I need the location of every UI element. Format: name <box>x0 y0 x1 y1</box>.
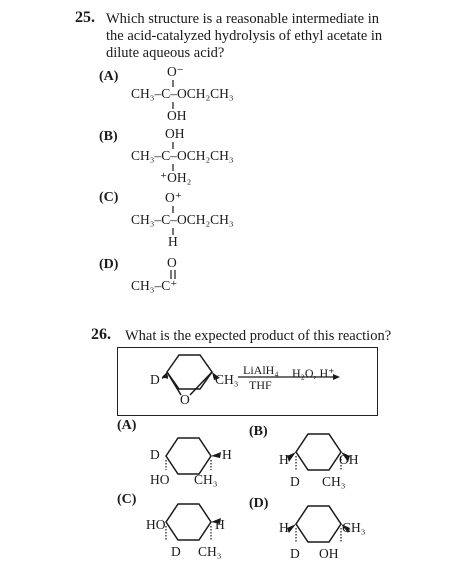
q25-b-bottom: ⁺OH₂ <box>160 170 192 185</box>
q26-a-bottom-right: CH₃ <box>194 472 218 487</box>
q26-b-bottom-right: CH₃ <box>322 474 346 489</box>
q26-text: What is the expected product of this reaction? <box>125 328 392 344</box>
q25-option-c-label[interactable]: (C) <box>99 190 119 205</box>
q25-c-top: O⁺ <box>165 190 182 205</box>
q25-option-a-label[interactable]: (A) <box>99 69 119 84</box>
q25-b-top: OH <box>165 126 185 141</box>
q25-d-top: O <box>167 255 177 270</box>
q25-option-d-label[interactable]: (D) <box>99 257 119 272</box>
q26-a-bottom-left: HO <box>150 472 170 487</box>
q26-d-bottom-right: OH <box>319 546 339 561</box>
reaction-solvent-thf: THF <box>249 378 272 392</box>
q26-option-c-label[interactable]: (C) <box>117 492 137 507</box>
q26-option-d-label[interactable]: (D) <box>249 496 269 511</box>
reaction-reagent-water-acid: H₂O, H⁺ <box>292 366 335 380</box>
q26-d-bottom-left: D <box>290 546 300 561</box>
reaction-substituent-d: D <box>150 372 160 387</box>
q25-c-bottom: H <box>168 234 178 249</box>
q25-c-mid: CH₃–C–OCH₂CH₃ <box>131 212 234 227</box>
q26-option-b-label[interactable]: (B) <box>249 424 268 439</box>
q26-d-top-left: H <box>279 520 289 535</box>
q25-number: 25. <box>75 9 95 26</box>
q26-b-bottom-left: D <box>290 474 300 489</box>
q25-text-line3: dilute aqueous acid? <box>106 45 225 61</box>
reaction-epoxide-oxygen: O <box>180 392 190 407</box>
q25-a-mid: CH₃–C–OCH₂CH₃ <box>131 86 234 101</box>
reaction-reagent-lialh4: LiAlH₄ <box>243 363 279 377</box>
q26-number: 26. <box>91 326 111 343</box>
q26-c-top-right: H <box>215 517 225 532</box>
q26-a-top-left: D <box>150 447 160 462</box>
q26-c-bottom-left: D <box>171 544 181 559</box>
q26-c-top-left: HO <box>146 517 166 532</box>
q25-text-line1: Which structure is a reasonable intermediate in <box>106 11 379 27</box>
q25-text-line2: the acid-catalyzed hydrolysis of ethyl acetate in <box>106 28 383 44</box>
q26-d-top-right: CH₃ <box>342 520 366 535</box>
q25-a-top: O⁻ <box>167 64 184 79</box>
q25-d-mid: CH₃–C⁺ <box>131 278 178 293</box>
reaction-substituent-ch3: CH₃ <box>215 372 239 387</box>
q25-a-bottom: OH <box>167 108 187 123</box>
q25-b-mid: CH₃–C–OCH₂CH₃ <box>131 148 234 163</box>
q26-b-top-left: H <box>279 452 289 467</box>
q25-option-b-label[interactable]: (B) <box>99 129 118 144</box>
q26-b-top-right: OH <box>339 452 359 467</box>
q26-option-a-label[interactable]: (A) <box>117 418 137 433</box>
q26-a-top-right: H <box>222 447 232 462</box>
q26-c-bottom-right: CH₃ <box>198 544 222 559</box>
